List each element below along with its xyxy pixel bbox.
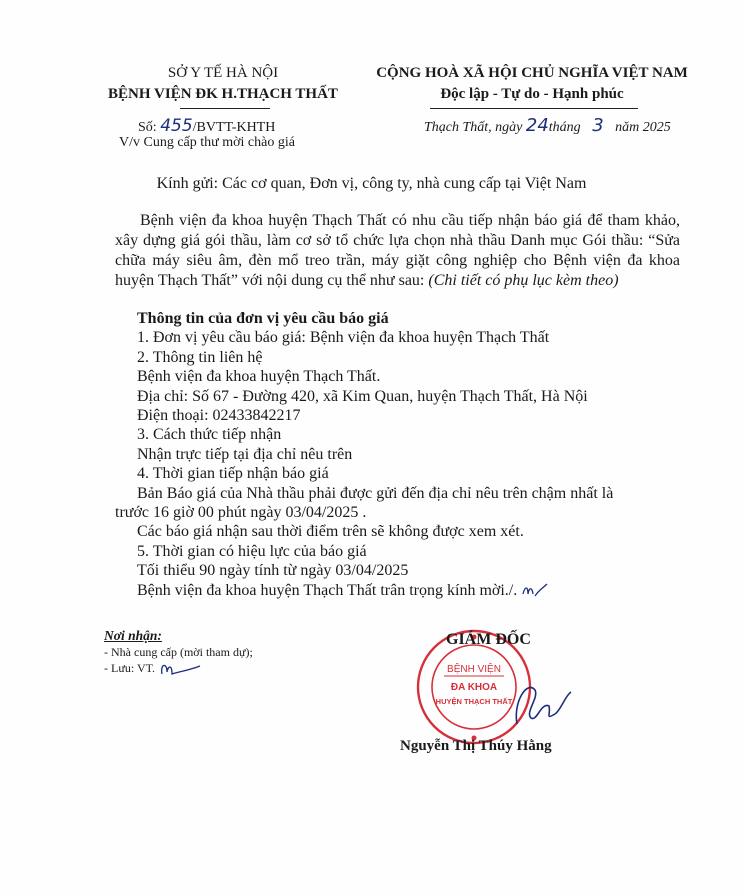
national-motto-block	[362, 63, 702, 105]
closing-text: Bệnh viện đa khoa huyện Thạch Thất trân trọng kính mời./.	[137, 581, 518, 599]
date-place: Thạch Thất, ngày	[424, 120, 526, 135]
list-item: Bệnh viện đa khoa huyện Thạch Thất.	[137, 368, 381, 386]
archive-initials-mark	[158, 660, 202, 678]
intro-italic-note: (Chi tiết có phụ lục kèm theo)	[428, 272, 619, 289]
initials-mark	[521, 582, 549, 600]
document-subject: V/v Cung cấp thư mời chào giá	[119, 135, 295, 150]
recipient-line: Kính gửi: Các cơ quan, Đơn vị, công ty, nhà cung cấp tại Việt Nam	[156, 175, 587, 192]
list-item: Bản Báo giá của Nhà thầu phải được gửi đến địa chỉ nêu trên chậm nhất là	[137, 484, 614, 502]
list-item: 5. Thời gian có hiệu lực của báo giá	[137, 542, 367, 560]
doc-number-prefix: Số:	[138, 120, 161, 135]
motto: Độc lập - Tự do - Hạnh phúc	[440, 86, 624, 102]
closing-line	[137, 581, 687, 600]
issuer-parent: SỞ Y TẾ HÀ NỘI	[167, 65, 279, 81]
list-item: Nhận trực tiếp tại địa chỉ nêu trên	[137, 445, 353, 463]
date-month-handwritten: 3	[592, 115, 604, 136]
issuer-underline	[180, 108, 270, 109]
signer-name: Nguyễn Thị Thúy Hằng	[400, 738, 552, 754]
recipients-line: - Nhà cung cấp (mời tham dự);	[104, 645, 253, 659]
recipients-block	[104, 628, 253, 678]
recipients-line	[104, 660, 253, 678]
list-item: 4. Thời gian tiếp nhận báo giá	[137, 465, 329, 483]
list-item: Tối thiểu 90 ngày tính từ ngày 03/04/2025	[137, 562, 409, 580]
info-list	[115, 309, 687, 600]
motto-underline	[430, 108, 638, 109]
list-item: 1. Đơn vị yêu cầu báo giá: Bệnh viện đa khoa huyện Thạch Thất	[137, 329, 550, 347]
svg-text:BỆNH VIỆN: BỆNH VIỆN	[447, 664, 501, 675]
list-item: Điện thoại: 02433842217	[137, 407, 301, 425]
signer-role: GIÁM ĐỐC	[446, 631, 531, 648]
date-year: năm 2025	[611, 120, 671, 135]
doc-number-suffix: /BVTT-KHTH	[192, 120, 276, 135]
date-day-handwritten: 24	[525, 115, 549, 136]
archive-label: - Lưu: VT.	[104, 661, 156, 675]
recipients-title: Nơi nhận:	[104, 628, 162, 643]
section-title: Thông tin của đơn vị yêu cầu báo giá	[137, 310, 389, 327]
doc-number-handwritten: 455	[160, 116, 193, 136]
date-month-label: tháng	[548, 120, 585, 135]
handwritten-signature	[505, 672, 575, 732]
svg-text:HUYỆN THẠCH THẤT: HUYỆN THẠCH THẤT	[435, 697, 513, 706]
svg-text:ĐA KHOA: ĐA KHOA	[450, 682, 498, 693]
country-name: CỘNG HOÀ XÃ HỘI CHỦ NGHĨA VIỆT NAM	[376, 65, 688, 81]
issuer-name: BỆNH VIỆN ĐK H.THẠCH THẤT	[108, 86, 338, 102]
document-date	[424, 116, 671, 138]
list-item: Địa chỉ: Số 67 - Đường 420, xã Kim Quan, huyện Thạch Thất, Hà Nội	[137, 387, 588, 405]
list-item: 3. Cách thức tiếp nhận	[137, 426, 282, 444]
list-item: 2. Thông tin liên hệ	[137, 348, 263, 366]
intro-text: Bệnh viện đa khoa huyện Thạch Thất có nhu cầu tiếp nhận báo giá để tham khảo, xây dựng giá gói thầu, làm cơ sở tổ chức lựa chọn nhà thầu Danh mục Gói thầu: “Sửa chữa máy siêu âm, đèn mổ treo trần, máy giặt công nghiệp cho Bệnh viện đa khoa huyện Thạch Thất” với nội dung cụ thể như sau:	[115, 212, 680, 289]
list-item: trước 16 giờ 00 phút ngày 03/04/2025 .	[115, 504, 367, 522]
intro-paragraph	[115, 211, 680, 291]
list-item: Các báo giá nhận sau thời điểm trên sẽ không được xem xét.	[137, 523, 524, 541]
issuer-block	[78, 63, 368, 105]
